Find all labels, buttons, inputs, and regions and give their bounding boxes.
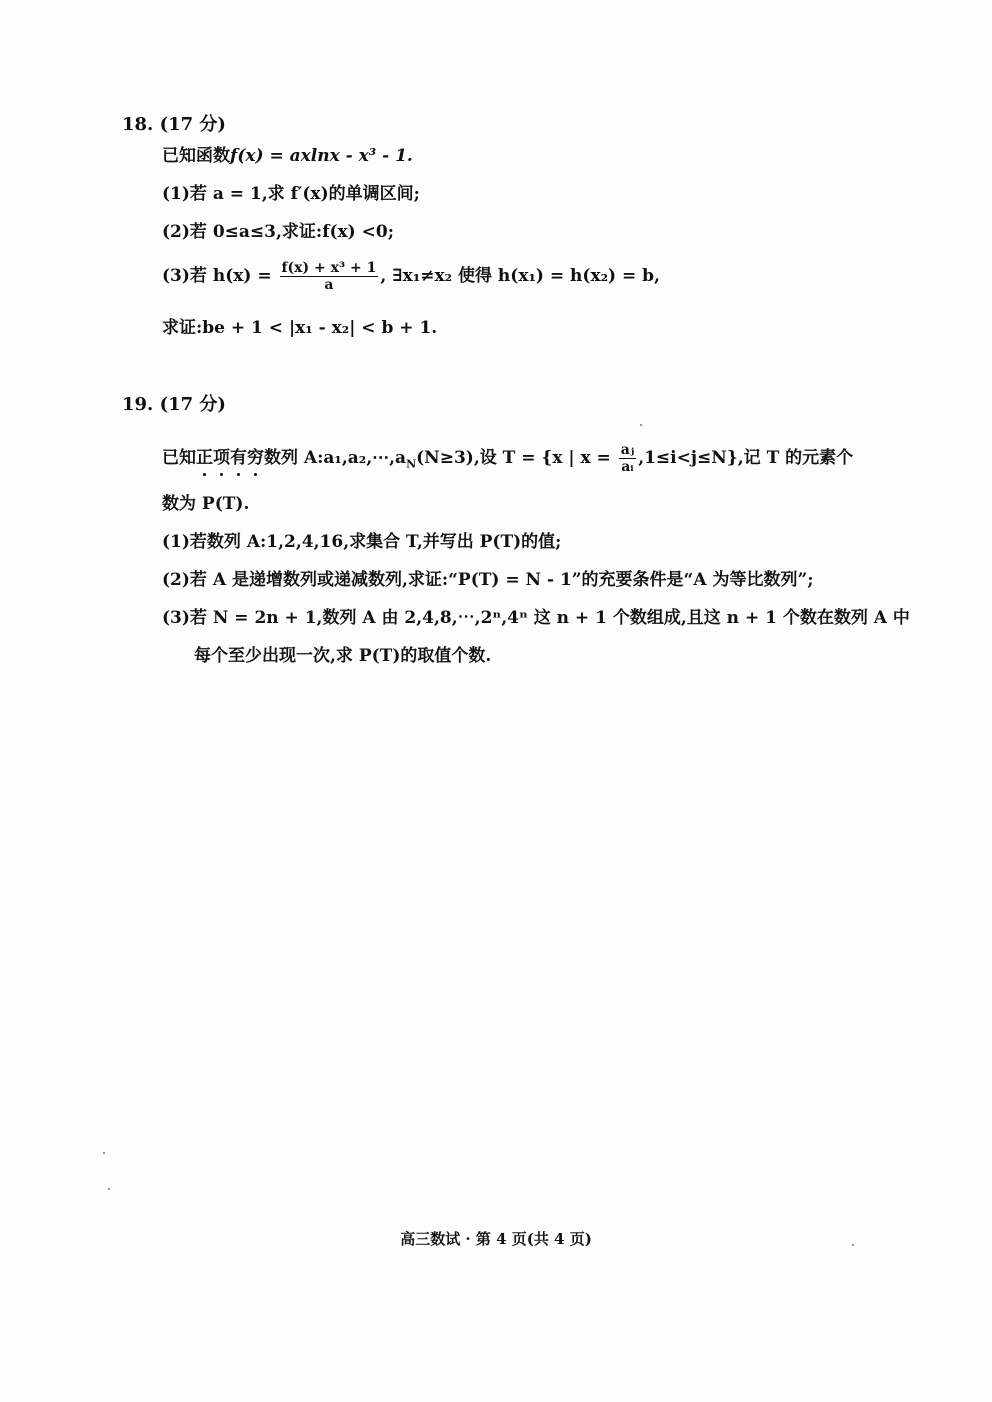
problem-19-intro xyxy=(162,442,853,476)
scan-speck xyxy=(108,1188,110,1190)
emphasis-char: 正 xyxy=(196,448,213,468)
fraction-denominator: a xyxy=(324,277,334,293)
fraction-denominator: aᵢ xyxy=(621,459,634,475)
page-footer: 高三数试 · 第 4 页(共 4 页) xyxy=(400,1230,592,1248)
problem-18-part-3 xyxy=(162,260,660,293)
scan-speck xyxy=(640,424,642,426)
problem-18 xyxy=(122,112,882,338)
problem-18-function: f(x) = axlnx - x³ - 1. xyxy=(230,146,413,166)
problem-18-intro-label: 已知函数 xyxy=(162,146,230,166)
problem-18-part-3-prefix: (3)若 h(x) = xyxy=(162,266,272,286)
problem-18-intro xyxy=(162,144,413,168)
problem-18-conclusion: 求证:be + 1 < |x₁ - x₂| < b + 1. xyxy=(162,318,438,338)
problem-19-intro-line-2: 数为 P(T). xyxy=(162,494,250,514)
problem-19-part-1: (1)若数列 A:1,2,4,16,求集合 T,并写出 P(T)的值; xyxy=(162,532,562,552)
emphasis-char: 穷 xyxy=(247,448,264,468)
problem-18-heading: 18. (17 分) xyxy=(122,114,226,135)
problem-19-part-3-line-1: (3)若 N = 2n + 1,数列 A 由 2,4,8,⋯,2ⁿ,4ⁿ 这 n + 1 个数组成,且这 n + 1 个数在数列 A 中 xyxy=(162,608,910,628)
problem-19-part-3-line-2: 每个至少出现一次,求 P(T)的取值个数. xyxy=(194,646,492,666)
problem-19-intro-suffix: ,1≤i<j≤N},记 T 的元素个 xyxy=(638,448,854,468)
scan-speck xyxy=(852,1244,854,1246)
problem-19-intro-prefix: 已知 xyxy=(162,448,196,468)
emphasis-char: 项 xyxy=(213,448,230,468)
problem-19-heading: 19. (17 分) xyxy=(122,394,226,415)
problem-18-part-2: (2)若 0≤a≤3,求证:f(x) <0; xyxy=(162,222,394,242)
problem-18-part-1: (1)若 a = 1,求 f′(x)的单调区间; xyxy=(162,184,420,204)
fraction-numerator: aⱼ xyxy=(620,442,635,458)
problem-19-intro-mid: 数列 A:a₁,a₂,⋯,a xyxy=(264,448,407,468)
problem-19-part-2: (2)若 A 是递增数列或递减数列,求证:“P(T) = N - 1”的充要条件是“A 为等比数列”; xyxy=(162,570,814,590)
subscript-n: N xyxy=(406,457,417,471)
scan-speck xyxy=(103,1152,105,1154)
problem-18-fraction xyxy=(280,260,379,293)
problem-19-intro-mid2: (N≥3),设 T = {x | x = xyxy=(416,448,611,468)
emphasis-char: 有 xyxy=(230,448,247,468)
fraction-numerator: f(x) + x³ + 1 xyxy=(281,260,377,276)
problem-18-part-3-suffix: , ∃x₁≠x₂ 使得 h(x₁) = h(x₂) = b, xyxy=(380,266,660,286)
problem-19-fraction xyxy=(619,442,636,475)
